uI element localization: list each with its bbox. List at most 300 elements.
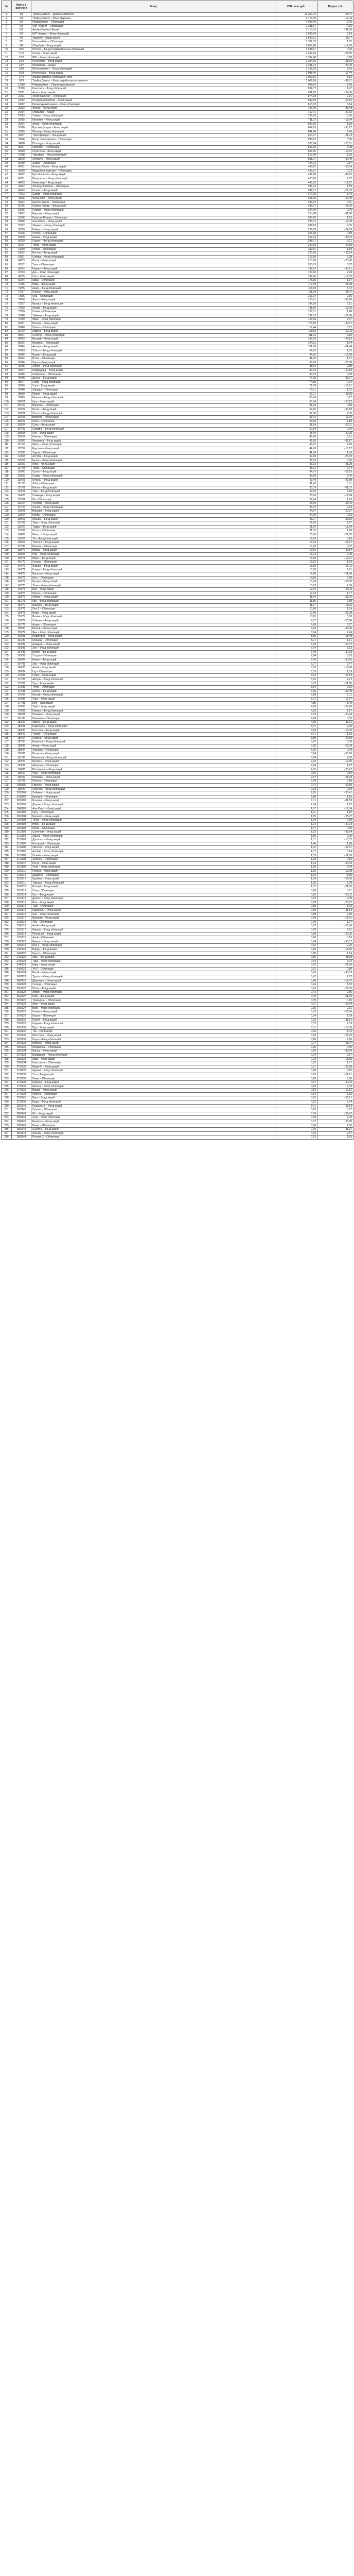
cell-assets: 132,03: [275, 314, 317, 318]
cell-rank: 143/71: [12, 568, 31, 572]
cell-growth: −12,04: [317, 16, 353, 21]
cell-assets: 1,91: [275, 811, 317, 815]
cell-growth: −19,05: [317, 306, 353, 310]
cell-assets: 0,54: [275, 959, 317, 963]
table-row: [2, 107, 353, 111]
cell-assets: 787,90: [275, 107, 317, 111]
table-row: [2, 1096, 353, 1100]
cell-no: 77: [2, 310, 12, 314]
table-row: [2, 220, 353, 224]
cell-growth: 2,24: [317, 631, 353, 635]
table-row: [2, 631, 353, 635]
cell-growth: 2,29: [317, 725, 353, 729]
table-row: [2, 514, 353, 518]
cell-assets: 0,26: [275, 1045, 317, 1049]
cell-no: 75: [2, 302, 12, 306]
cell-rank: 211/105: [12, 834, 31, 838]
cell-rank: 202/102: [12, 799, 31, 803]
cell-growth: −31,13: [317, 908, 353, 912]
cell-rank: 186/94: [12, 736, 31, 740]
cell-fund-name: Сок – Фонд акций: [31, 431, 275, 435]
cell-growth: −30,66: [317, 752, 353, 756]
cell-rank: 226/114: [12, 893, 31, 897]
cell-assets: 38,39: [275, 459, 317, 463]
cell-no: 127: [2, 505, 12, 510]
cell-assets: 127,69: [275, 318, 317, 322]
cell-fund-name: Селеннях – Фонд акций: [31, 831, 275, 835]
cell-no: 278: [2, 1096, 12, 1100]
table-row: [2, 337, 353, 342]
table-row: [2, 189, 353, 193]
cell-fund-name: Пышма – Облигации: [31, 545, 275, 549]
cell-rank: 136/69: [12, 541, 31, 545]
cell-growth: −26,70: [317, 455, 353, 459]
cell-no: 26: [2, 110, 12, 114]
cell-rank: 128/65: [12, 510, 31, 514]
cell-growth: 3,12: [317, 75, 353, 79]
cell-rank: 121/60: [12, 482, 31, 486]
cell-rank: 23/12: [12, 99, 31, 103]
cell-no: 191: [2, 756, 12, 760]
table-row: [2, 533, 353, 537]
cell-rank: 31/15: [12, 130, 31, 134]
table-row: [2, 959, 353, 963]
table-row: [2, 318, 353, 322]
cell-fund-name: Трансфингруп – Фонд акций: [31, 134, 275, 138]
cell-assets: 1,16: [275, 870, 317, 874]
table-row: [2, 196, 353, 200]
cell-no: 158: [2, 627, 12, 631]
cell-growth: −18,70: [317, 728, 353, 733]
cell-no: 89: [2, 357, 12, 361]
cell-no: 250: [2, 987, 12, 991]
table-row: [2, 384, 353, 388]
cell-fund-name: Байкал – Фонд акций: [31, 228, 275, 232]
table-row: [2, 623, 353, 627]
cell-growth: 0,56: [317, 936, 353, 940]
cell-assets: 33,59: [275, 474, 317, 479]
table-row: [2, 662, 353, 666]
cell-no: 34: [2, 142, 12, 146]
cell-no: 60: [2, 244, 12, 248]
cell-assets: 0,25: [275, 1049, 317, 1054]
cell-no: 130: [2, 517, 12, 521]
cell-no: 52: [2, 212, 12, 216]
cell-assets: 7,74: [275, 647, 317, 651]
cell-rank: 44/23: [12, 181, 31, 185]
cell-rank: 253/126: [12, 998, 31, 1003]
cell-assets: 1 284,05: [275, 60, 317, 64]
cell-assets: 1,37: [275, 850, 317, 854]
cell-no: 47: [2, 193, 12, 197]
cell-no: 269: [2, 1061, 12, 1065]
cell-fund-name: Уралсиб – Акции роста: [31, 36, 275, 40]
table-row: [2, 842, 353, 846]
header-row: [2, 1, 353, 13]
cell-no: 129: [2, 514, 12, 518]
cell-assets: 3,36: [275, 744, 317, 749]
cell-assets: 0,83: [275, 908, 317, 912]
cell-no: 38: [2, 157, 12, 161]
cell-rank: 159/79: [12, 631, 31, 635]
cell-growth: −22,91: [317, 321, 353, 326]
cell-rank: 74/38: [12, 298, 31, 302]
cell-no: 92: [2, 369, 12, 373]
table-row: [2, 748, 353, 752]
cell-rank: 215/107: [12, 850, 31, 854]
table-row: [2, 130, 353, 134]
cell-no: 58: [2, 235, 12, 240]
cell-rank: 284/143: [12, 1120, 31, 1124]
cell-fund-name: Тара – Фонд облигаций: [31, 959, 275, 963]
cell-growth: 2,74: [317, 1100, 353, 1105]
cell-fund-name: Финам – Фонд акций: [31, 107, 275, 111]
cell-assets: 51,84: [275, 423, 317, 428]
cell-rank: 111/55: [12, 443, 31, 447]
table-row: [2, 267, 353, 271]
cell-fund-name: Сбербанк – Фонд акций: [31, 44, 275, 48]
cell-rank: 206/104: [12, 815, 31, 819]
cell-growth: 2,43: [317, 1084, 353, 1089]
cell-fund-name: Сула – Фонд акций: [31, 423, 275, 428]
cell-fund-name: Пенжина – Фонд акций: [31, 713, 275, 717]
table-row: [2, 537, 353, 541]
cell-rank: 198/100: [12, 783, 31, 787]
cell-rank: 116/59: [12, 463, 31, 467]
cell-growth: 0,58: [317, 232, 353, 236]
cell-rank: 280/141: [12, 1104, 31, 1108]
cell-fund-name: Омолой – Фонд акций: [31, 846, 275, 850]
cell-fund-name: Приоритет – Фонд облигаций: [31, 177, 275, 181]
cell-no: 215: [2, 850, 12, 854]
cell-no: 267: [2, 1053, 12, 1057]
cell-rank: 257/128: [12, 1014, 31, 1019]
table-row: [2, 149, 353, 154]
cell-fund-name: Иргиз – Фонд облигаций: [31, 443, 275, 447]
cell-no: 122: [2, 486, 12, 490]
header-growth: Прирост, %: [317, 1, 353, 13]
cell-fund-name: Ануй – Облигации: [31, 936, 275, 940]
cell-rank: 33/16: [12, 138, 31, 142]
cell-rank: 271/135: [12, 1069, 31, 1073]
table-row: [2, 1045, 353, 1049]
cell-rank: 167/83: [12, 662, 31, 666]
table-row: [2, 705, 353, 709]
cell-assets: 1 655,90: [275, 44, 317, 48]
cell-no: 8: [2, 40, 12, 44]
cell-rank: 110/56: [12, 439, 31, 443]
cell-fund-name: Индигирка – Фонд акций: [31, 635, 275, 639]
cell-fund-name: Атон – Фонд акций: [31, 91, 275, 95]
cell-no: 136: [2, 541, 12, 545]
cell-rank: 283/141: [12, 1116, 31, 1120]
cell-growth: −25,83: [317, 705, 353, 709]
cell-growth: 3,15: [317, 333, 353, 337]
cell-rank: 281/140: [12, 1108, 31, 1112]
cell-rank: 244/123: [12, 963, 31, 968]
cell-growth: −31,56: [317, 28, 353, 32]
cell-no: 288: [2, 1136, 12, 1140]
cell-growth: −27,86: [317, 314, 353, 318]
cell-no: 259: [2, 1022, 12, 1026]
cell-no: 37: [2, 154, 12, 158]
cell-growth: 2,45: [317, 552, 353, 556]
cell-growth: −39,71: [317, 79, 353, 83]
cell-no: 142: [2, 564, 12, 568]
cell-no: 223: [2, 881, 12, 885]
cell-rank: 105/52: [12, 419, 31, 423]
cell-growth: −32,15: [317, 173, 353, 177]
cell-assets: 0,66: [275, 936, 317, 940]
cell-growth: −19,21: [317, 556, 353, 561]
cell-fund-name: Нейва – Фонд акций: [31, 549, 275, 553]
cell-growth: 2,84: [317, 772, 353, 776]
cell-no: 74: [2, 298, 12, 302]
cell-no: 244: [2, 963, 12, 968]
cell-rank: 22/11: [12, 95, 31, 99]
cell-assets: 3,14: [275, 752, 317, 756]
cell-fund-name: Амур – Фонд облигаций: [31, 286, 275, 291]
cell-assets: 0,33: [275, 1018, 317, 1022]
cell-assets: 16,12: [275, 561, 317, 565]
table-row: [2, 854, 353, 858]
cell-growth: 2,58: [317, 600, 353, 604]
cell-assets: 115,52: [275, 330, 317, 334]
cell-rank: 18/9: [12, 79, 31, 83]
cell-rank: 192/97: [12, 760, 31, 764]
cell-rank: 276/139: [12, 1089, 31, 1093]
cell-assets: 91,45: [275, 357, 317, 361]
cell-rank: 158/80: [12, 627, 31, 631]
cell-rank: 247/123: [12, 975, 31, 979]
cell-growth: 0,97: [317, 545, 353, 549]
cell-no: 36: [2, 149, 12, 154]
cell-rank: 162/82: [12, 642, 31, 647]
table-row: [2, 772, 353, 776]
cell-no: 226: [2, 893, 12, 897]
cell-no: 216: [2, 854, 12, 858]
cell-fund-name: Энергокапитал – Облигации: [31, 95, 275, 99]
cell-assets: 24,06: [275, 514, 317, 518]
cell-fund-name: Берелёх – Фонд акций: [31, 815, 275, 819]
cell-rank: 268/135: [12, 1057, 31, 1061]
cell-growth: 2,94: [317, 505, 353, 510]
cell-assets: 39,69: [275, 455, 317, 459]
table-row: [2, 419, 353, 423]
cell-fund-name: Пионер – Фонд облигаций: [31, 130, 275, 134]
cell-no: 225: [2, 889, 12, 893]
cell-growth: −20,73: [317, 822, 353, 826]
cell-no: 261: [2, 1030, 12, 1034]
cell-growth: 1,72: [317, 388, 353, 393]
cell-assets: 303,65: [275, 216, 317, 220]
cell-assets: 2,25: [275, 791, 317, 795]
table-row: [2, 1112, 353, 1116]
cell-no: 62: [2, 251, 12, 256]
cell-assets: 80,02: [275, 372, 317, 377]
table-row: [2, 1065, 353, 1069]
cell-assets: 0,35: [275, 1010, 317, 1014]
cell-rank: 104/53: [12, 416, 31, 420]
cell-no: 108: [2, 431, 12, 435]
cell-assets: 22,50: [275, 521, 317, 526]
cell-growth: 0,50: [317, 1045, 353, 1049]
cell-no: 57: [2, 232, 12, 236]
cell-assets: 48,49: [275, 431, 317, 435]
cell-fund-name: Кама – Облигации: [31, 279, 275, 283]
cell-assets: 370,29: [275, 193, 317, 197]
cell-growth: −19,47: [317, 979, 353, 983]
cell-assets: 26,59: [275, 502, 317, 506]
cell-no: 128: [2, 510, 12, 514]
cell-fund-name: Ямал – Фонд облигаций: [31, 318, 275, 322]
cell-rank: 81/40: [12, 326, 31, 330]
cell-no: 73: [2, 294, 12, 298]
cell-assets: 19,04: [275, 541, 317, 545]
cell-no: 230: [2, 908, 12, 912]
cell-no: 260: [2, 1026, 12, 1030]
cell-growth: −30,61: [317, 267, 353, 271]
table-row: [2, 1038, 353, 1042]
cell-no: 284: [2, 1120, 12, 1124]
cell-no: 151: [2, 600, 12, 604]
cell-no: 84: [2, 337, 12, 342]
cell-rank: 184/93: [12, 728, 31, 733]
cell-fund-name: Сым – Облигации: [31, 889, 275, 893]
cell-growth: 3,00: [317, 615, 353, 619]
cell-growth: 2,62: [317, 803, 353, 807]
cell-rank: 27/13: [12, 114, 31, 118]
cell-assets: 8,27: [275, 639, 317, 643]
table-row: [2, 928, 353, 932]
cell-rank: 58/30: [12, 235, 31, 240]
cell-assets: 3,04: [275, 756, 317, 760]
cell-fund-name: Чулым – Фонд акций: [31, 580, 275, 584]
cell-fund-name: Русь-Капитал – Фонд акций: [31, 173, 275, 177]
table-row: [2, 713, 353, 717]
cell-growth: 1,50: [317, 811, 353, 815]
cell-growth: −30,02: [317, 1081, 353, 1085]
cell-no: 176: [2, 697, 12, 701]
cell-rank: 87/43: [12, 349, 31, 353]
cell-rank: 204/103: [12, 807, 31, 811]
cell-growth: −29,47: [317, 1112, 353, 1116]
cell-no: 14: [2, 63, 12, 67]
cell-fund-name: Саяны – Облигации: [31, 310, 275, 314]
cell-no: 103: [2, 412, 12, 416]
cell-growth: −26,11: [317, 564, 353, 568]
cell-no: 49: [2, 200, 12, 205]
cell-rank: 142/72: [12, 564, 31, 568]
cell-no: 262: [2, 1033, 12, 1038]
cell-assets: 2,84: [275, 764, 317, 768]
cell-fund-name: Иртыш – Фонд облигаций: [31, 302, 275, 306]
cell-fund-name: Кан – Фонд облигаций: [31, 600, 275, 604]
cell-assets: 2,94: [275, 760, 317, 764]
cell-fund-name: Пинега – Облигации: [31, 1092, 275, 1096]
cell-no: 180: [2, 713, 12, 717]
cell-assets: 423,18: [275, 177, 317, 181]
cell-fund-name: Лозьва – Фонд акций: [31, 564, 275, 568]
cell-rank: 78/40: [12, 314, 31, 318]
cell-no: 203: [2, 803, 12, 807]
cell-assets: 178,35: [275, 279, 317, 283]
cell-assets: 762,41: [275, 110, 317, 114]
cell-assets: 30,39: [275, 486, 317, 490]
cell-growth: −23,04: [317, 165, 353, 170]
cell-growth: 1,53: [317, 561, 353, 565]
cell-rank: 8/5: [12, 40, 31, 44]
cell-no: 59: [2, 240, 12, 244]
cell-growth: 2,39: [317, 897, 353, 901]
cell-no: 287: [2, 1131, 12, 1136]
cell-no: 93: [2, 372, 12, 377]
cell-growth: 2,99: [317, 819, 353, 823]
cell-growth: −30,43: [317, 861, 353, 866]
cell-growth: −26,23: [317, 1033, 353, 1038]
cell-no: 189: [2, 748, 12, 752]
table-row: [2, 811, 353, 815]
cell-no: 104: [2, 416, 12, 420]
cell-fund-name: Пим – Фонд акций: [31, 995, 275, 999]
cell-no: 169: [2, 670, 12, 674]
cell-growth: 1,11: [317, 482, 353, 486]
cell-fund-name: Сулак – Фонд акций: [31, 470, 275, 474]
cell-assets: 3,97: [275, 725, 317, 729]
table-row: [2, 44, 353, 48]
cell-growth: −33,57: [317, 940, 353, 944]
table-row: [2, 650, 353, 654]
table-row: [2, 947, 353, 952]
cell-assets: 7,48: [275, 650, 317, 654]
table-row: [2, 541, 353, 545]
table-row: [2, 725, 353, 729]
cell-fund-name: Кеть – Облигации: [31, 576, 275, 580]
cell-assets: 0,13: [275, 1096, 317, 1100]
table-row: [2, 177, 353, 181]
cell-fund-name: Мордыяха – Облигации: [31, 1045, 275, 1049]
cell-rank: 218/110: [12, 861, 31, 866]
cell-assets: 7,00: [275, 658, 317, 662]
cell-growth: −26,61: [317, 1096, 353, 1100]
cell-no: 257: [2, 1014, 12, 1019]
cell-growth: 2,40: [317, 130, 353, 134]
cell-no: 167: [2, 662, 12, 666]
cell-assets: 136,51: [275, 310, 317, 314]
table-row: [2, 310, 353, 314]
table-row: [2, 521, 353, 526]
cell-rank: 66/34: [12, 267, 31, 271]
cell-no: 71: [2, 286, 12, 291]
cell-rank: 241/120: [12, 952, 31, 956]
cell-growth: −25,46: [317, 502, 353, 506]
cell-growth: 1,46: [317, 701, 353, 705]
cell-growth: −20,44: [317, 713, 353, 717]
cell-fund-name: Ильмень – Облигации: [31, 341, 275, 345]
cell-no: 212: [2, 838, 12, 842]
table-row: [2, 161, 353, 165]
cell-growth: −21,07: [317, 1042, 353, 1046]
table-row: [2, 576, 353, 580]
cell-rank: 93/46: [12, 372, 31, 377]
cell-fund-name: Райффайзен – Облигации: [31, 21, 275, 25]
cell-assets: 9,77: [275, 619, 317, 623]
cell-fund-name: Сеймчан – Фонд акций: [31, 791, 275, 795]
cell-no: 78: [2, 314, 12, 318]
cell-rank: 39/19: [12, 161, 31, 165]
table-row: [2, 275, 353, 279]
cell-fund-name: Гыда – Фонд облигаций: [31, 1038, 275, 1042]
